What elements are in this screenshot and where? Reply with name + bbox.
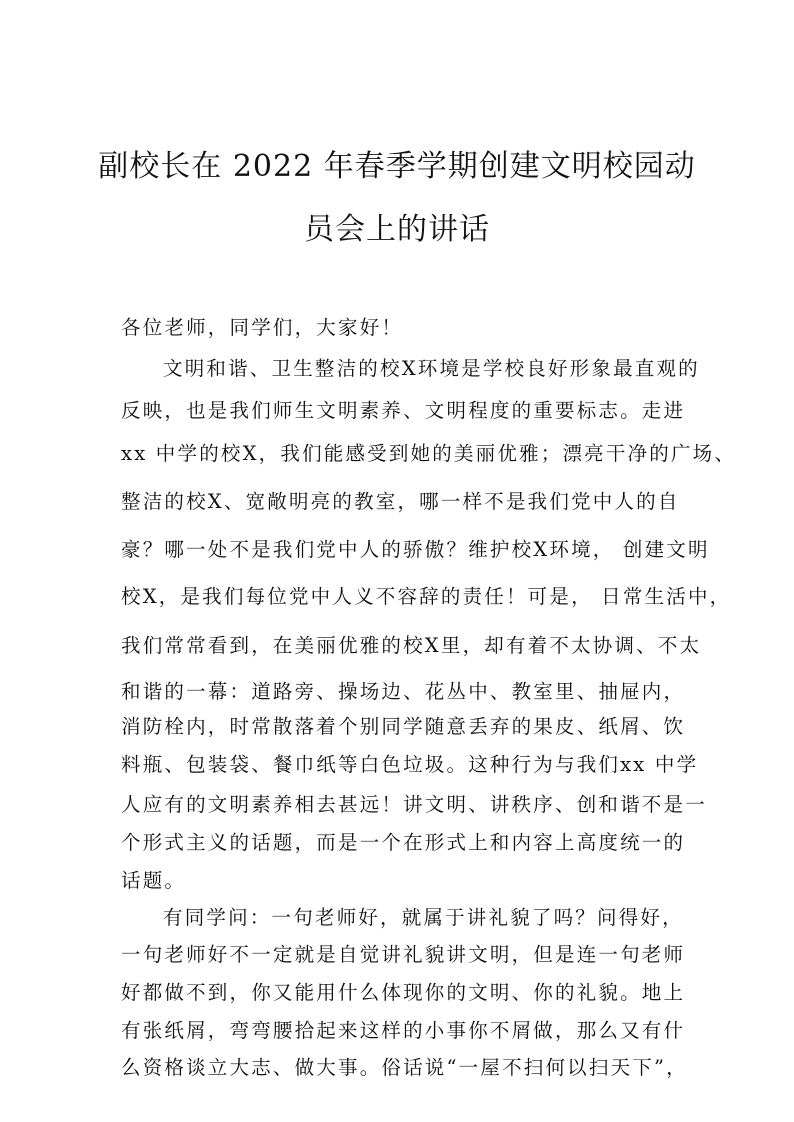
body-line: 话题。 [121, 869, 187, 892]
body-line: xx 中学的校X，我们能感受到她的美丽优雅；漂亮干净的广场、 [121, 442, 737, 465]
body-line: 反映，也是我们师生文明素养、文明程度的重要标志。走进 [121, 399, 686, 422]
greeting-line: 各位老师，同学们，大家好！ [121, 316, 404, 339]
body-line: 豪？哪一处不是我们党中人的骄傲？维护校X环境， 创建文明 [121, 538, 710, 561]
body-line: 料瓶、包装袋、餐巾纸等白色垃圾。这种行为与我们xx 中学 [121, 753, 699, 776]
body-line: 好都做不到，你又能用什么体现你的文明、你的礼貌。地上 [121, 981, 686, 1004]
body-line: 和谐的一幕：道路旁、操场边、花丛中、教室里、抽屉内， [121, 680, 686, 703]
body-line: 我们常常看到，在美丽优雅的校X里，却有着不太协调、不太 [121, 634, 702, 657]
body-line: 校X，是我们每位党中人义不容辞的责任！可是， 日常生活中， [121, 585, 732, 608]
body-line: 个形式主义的话题，而是一个在形式上和内容上高度统一的 [121, 831, 686, 854]
body-line: 么资格谈立大志、做大事。俗话说“一屋不扫何以扫天下”， [121, 1056, 688, 1079]
body-line: 文明和谐、卫生整洁的校X环境是学校良好形象最直观的 [163, 357, 700, 380]
document-title-line-1: 副校长在 2022 年春季学期创建文明校园动 [98, 149, 696, 184]
body-line: 有张纸屑，弯弯腰拾起来这样的小事你不屑做，那么又有什 [121, 1019, 686, 1042]
document-title-line-2: 员会上的讲话 [304, 212, 490, 247]
body-line: 消防栓内，时常散落着个别同学随意丢弃的果皮、纸屑、饮 [121, 715, 686, 738]
body-line: 整洁的校X、宽敞明亮的教室，哪一样不是我们党中人的自 [121, 490, 680, 513]
body-line: 人应有的文明素养相去甚远！讲文明、讲秩序、创和谐不是一 [121, 793, 707, 816]
body-line: 有同学问：一句老师好，就属于讲礼貌了吗？问得好， [163, 906, 684, 929]
body-line: 一句老师好不一定就是自觉讲礼貌讲文明，但是连一句老师 [121, 943, 686, 966]
